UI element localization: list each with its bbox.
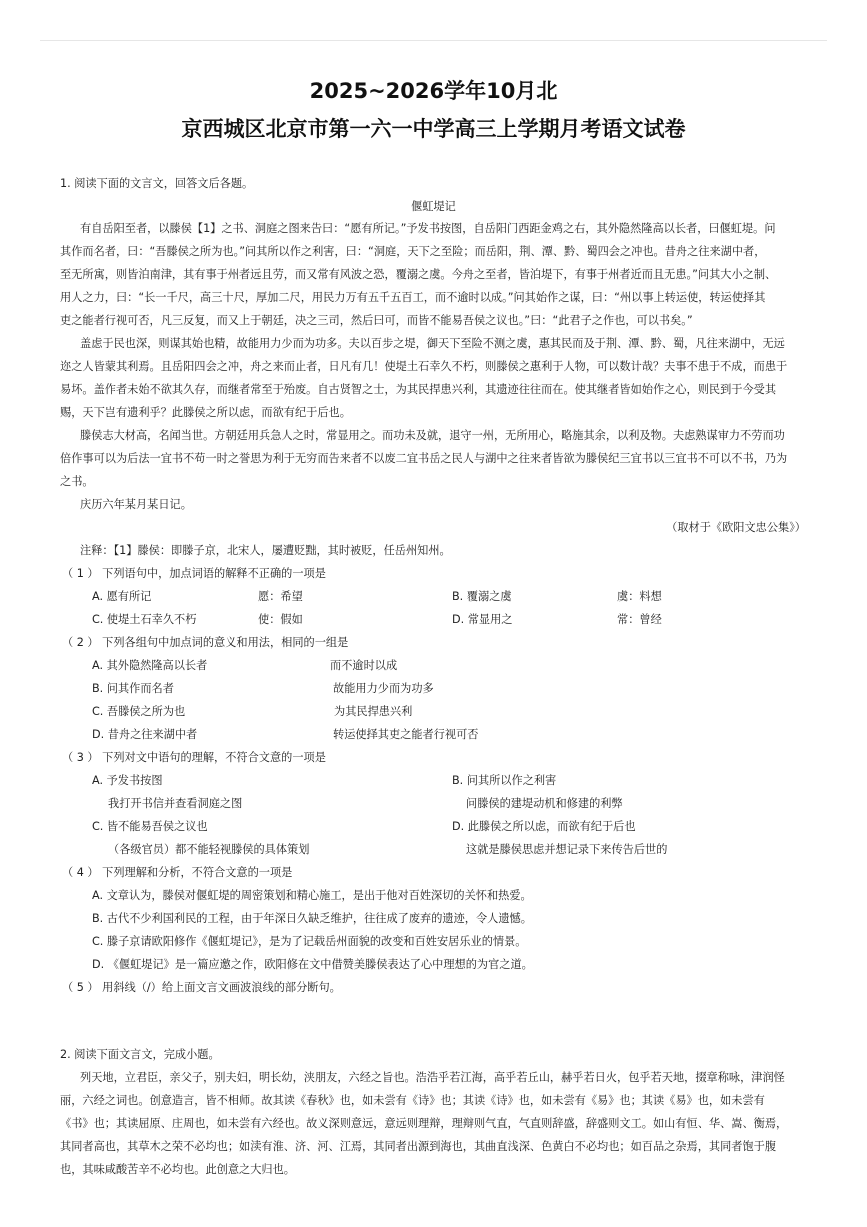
- p1-line-2: 至无所寓，则皆泊南津，其有事于州者远且劳，而又常有风波之恐，覆溺之虞。今舟之至者，皆泊堤下，有事于州者近而且无患。”问其大小之制、: [60, 268, 777, 281]
- p1-line-1: 其作而名者，曰：“吾滕侯之所为也。”问其所以作之利害，曰：“洞庭，天下之至险；而岳阳，荆、潭、黔、蜀四会之冲也。昔舟之往来湖中者，: [60, 245, 766, 258]
- p1-line-4: 吏之能者行视可否，凡三反复，而又上于朝廷，决之三司，然后曰可，而皆不能易吾侯之议也。”曰：“此君子之作也，可以书矣。”: [60, 314, 693, 327]
- sub2-stem: （ 2 ） 下列各组句中加点词的意义和用法，相同的一组是: [62, 636, 349, 649]
- sub1-option-c[interactable]: C. 使堤土石幸久不朽: [92, 613, 197, 626]
- p3-line-2: 之书。: [60, 475, 94, 488]
- sub3-option-b[interactable]: B. 问其所以作之利害: [452, 774, 557, 787]
- p1-line-3: 用人之力，曰：“长一千尺，高三十尺，厚加二尺，用民力万有五千五百工，而不逾时以成。”问其始作之谋，曰：“州以事上转运使，转运使择其: [60, 291, 766, 304]
- page-title-line2: 京西城区北京市第一六一中学高三上学期月考语文试卷: [181, 117, 686, 141]
- sub1-option-b-gloss: 虞：料想: [617, 590, 662, 603]
- sub3-option-d[interactable]: D. 此滕侯之所以虑，而欲有纪于后也: [452, 820, 636, 833]
- sub3-option-c[interactable]: C. 皆不能易吾侯之议也: [92, 820, 208, 833]
- q1-intro: 1. 阅读下面的文言文，回答文后各题。: [60, 177, 254, 190]
- p3-line-1: 倍作事可以为后法一宜书不苟一时之誉思为利于无穷而告来者不以废二宜书岳之民人与湖中之往来者皆欲为滕侯纪三宜书以三宜书不可以不书，乃为: [60, 452, 788, 465]
- sub4-option-a[interactable]: A. 文章认为，滕侯对偃虹堤的周密策划和精心施工，是出于他对百姓深切的关怀和热爱。: [92, 889, 532, 902]
- sub1-option-a[interactable]: A. 愿有所记: [92, 590, 152, 603]
- sub1-option-d-gloss: 常：曾经: [617, 613, 662, 626]
- passage-date: 庆历六年某月某日记。: [80, 498, 192, 511]
- sub2-option-a[interactable]: A. 其外隐然隆高以长者: [92, 659, 208, 672]
- sub4-option-c[interactable]: C. 滕子京请欧阳修作《偃虹堤记》，是为了记载岳州面貌的改变和百姓安居乐业的情景。: [92, 935, 527, 948]
- passage-source: （取材于《欧阳文忠公集》）: [666, 521, 806, 534]
- sub2-option-b[interactable]: B. 问其作而名者: [92, 682, 174, 695]
- q2-line-3: 其同者高也，其草木之荣不必均也；如渎有淮、济、河、江焉，其同者出源到海也，其曲直浅深、色黄白不必均也；如百品之杂焉，其同者饱于腹: [60, 1140, 777, 1153]
- sub4-stem: （ 4 ） 下列理解和分析，不符合文意的一项是: [62, 866, 293, 879]
- page-title-line1: 2025~2026学年10月北: [309, 79, 558, 103]
- passage-title: 偃虹堤记: [411, 200, 456, 213]
- q2-intro: 2. 阅读下面文言文，完成小题。: [60, 1048, 220, 1061]
- sub4-option-d[interactable]: D. 《偃虹堤记》是一篇应邀之作，欧阳修在文中借赞美滕侯表达了心中理想的为官之道。: [92, 958, 533, 971]
- sub5-stem: （ 5 ） 用斜线（/）给上面文言文画波浪线的部分断句。: [62, 981, 341, 994]
- p2-line-2: 易坏。盖作者未始不欲其久存，而继者常至于殆废。自古贤智之士，为其民捍患兴利，其遗迹往往而在。使其继者皆如始作之心，则民到于今受其: [60, 383, 777, 396]
- sub2-option-d-right: 转运使择其吏之能者行视可否: [333, 728, 479, 741]
- sub1-stem: （ 1 ） 下列语句中，加点词语的解释不正确的一项是: [62, 567, 326, 580]
- p2-line-0: 盖虑于民也深，则谋其始也精，故能用力少而为功多。夫以百步之堤，御天下至险不测之虞，惠其民而及于荆、潭、黔、蜀，凡往来湖中，无远: [80, 337, 785, 350]
- p3-line-0: 滕侯志大材高，名闻当世。方朝廷用兵急人之时，常显用之。而功未及就，退守一州，无所用心，略施其余，以利及物。夫虑熟谋审力不劳而功: [80, 429, 785, 442]
- sub3-option-a-explain: 我打开书信并查看洞庭之图: [108, 797, 243, 810]
- sub1-option-c-gloss: 使：假如: [258, 613, 303, 626]
- sub1-option-b[interactable]: B. 覆溺之虞: [452, 590, 512, 603]
- p1-line-0: 有自岳阳至者，以滕侯【1】之书、洞庭之图来告曰：“愿有所记。”予发书按图，自岳阳门西距金鸡之右，其外隐然隆高以长者，曰偃虹堤。问: [80, 222, 776, 235]
- top-divider: [40, 40, 827, 41]
- annotation-note: 注释：【1】滕侯：即滕子京，北宋人，屡遭贬黜，其时被贬，任岳州知州。: [80, 544, 451, 557]
- sub3-stem: （ 3 ） 下列对文中语句的理解，不符合文意的一项是: [62, 751, 326, 764]
- sub3-option-c-explain: （各级官员）都不能轻视滕侯的具体策划: [108, 843, 310, 856]
- sub2-option-b-right: 故能用力少而为功多: [333, 682, 434, 695]
- sub4-option-b[interactable]: B. 古代不少利国利民的工程，由于年深日久缺乏维护，往往成了废弃的遗迹，令人遗憾。: [92, 912, 532, 925]
- sub3-option-a[interactable]: A. 予发书按图: [92, 774, 163, 787]
- q2-line-0: 列天地，立君臣，亲父子，别夫妇，明长幼，浃朋友，六经之旨也。浩浩乎若江海，高乎若丘山，赫乎若日火，包乎若天地，掇章称咏，津润怪: [80, 1071, 785, 1084]
- q2-line-1: 丽，六经之词也。创意造言，皆不相师。故其读《春秋》也，如未尝有《诗》也；其读《诗》也，如未尝有《易》也；其读《易》也，如未尝有: [60, 1094, 765, 1107]
- sub2-option-c-right: 为其民捍患兴利: [334, 705, 413, 718]
- p2-line-1: 迩之人皆蒙其利焉。且岳阳四会之冲，舟之来而止者，日凡有几！使堤土石幸久不朽，则滕侯之惠利于人物，可以数计哉？夫事不患于不成，而患于: [60, 360, 788, 373]
- sub1-option-a-gloss: 愿：希望: [258, 590, 303, 603]
- sub2-option-c[interactable]: C. 吾滕侯之所为也: [92, 705, 186, 718]
- sub2-option-d[interactable]: D. 昔舟之往来湖中者: [92, 728, 198, 741]
- sub2-option-a-right: 而不逾时以成: [330, 659, 398, 672]
- q2-line-2: 《书》也；其读屈原、庄周也，如未尝有六经也。故义深则意远，意远则理辩，理辩则气直，气直则辞盛，辞盛则文工。如山有恒、华、嵩、衡焉，: [60, 1117, 788, 1130]
- p2-line-3: 赐，天下岂有遗利乎？此滕侯之所以虑，而欲有纪于后也。: [60, 406, 351, 419]
- q2-line-4: 也，其味咸酸苦辛不必均也。此创意之大归也。: [60, 1163, 295, 1176]
- sub3-option-d-explain: 这就是滕侯思虑并想记录下来传告后世的: [466, 843, 668, 856]
- sub3-option-b-explain: 问滕侯的建堤动机和修建的利弊: [466, 797, 623, 810]
- sub1-option-d[interactable]: D. 常显用之: [452, 613, 513, 626]
